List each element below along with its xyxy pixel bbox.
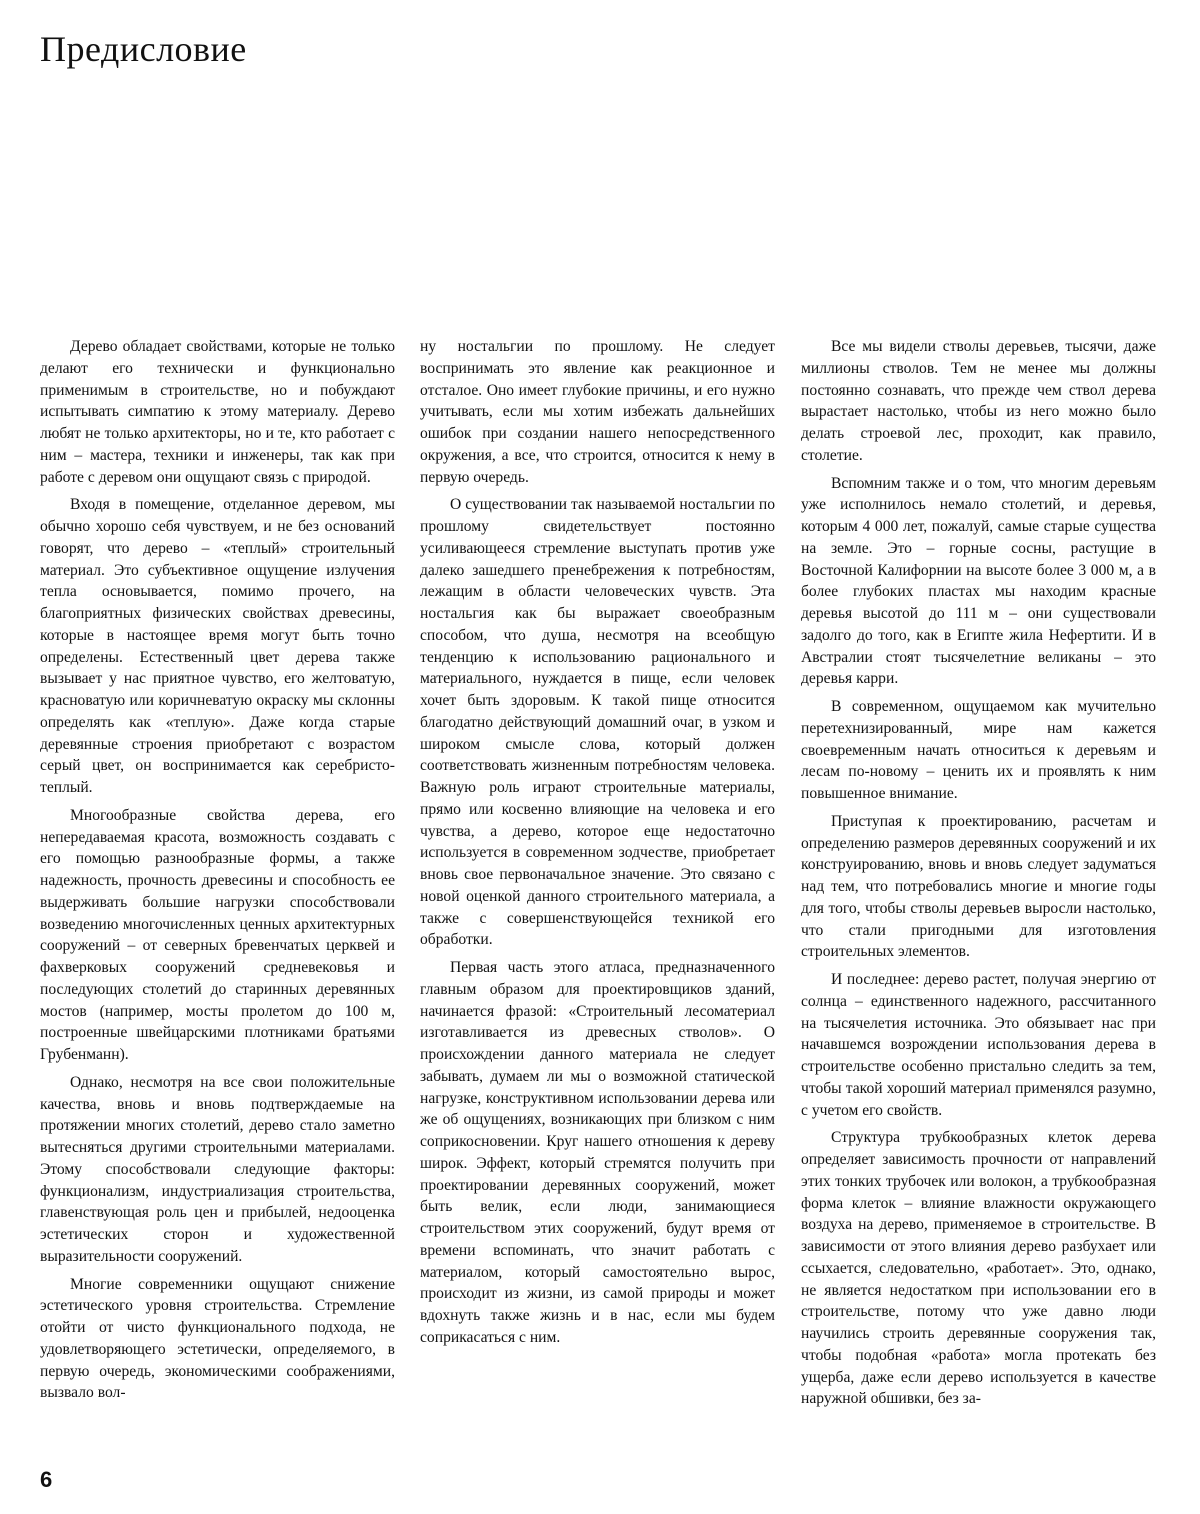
paragraph: Приступая к проектированию, расчетам и определению размеров деревянных сооружений и их конструированию, вновь и вновь следует задуматься над тем, что потребовались многие и многие годы для того, чтобы стволы деревьев выросли настолько, что стали пригодными для изготовления строительных элементов. bbox=[801, 812, 1156, 961]
text-column-3 bbox=[801, 336, 1156, 1410]
paragraph: Все мы видели стволы деревьев, тысячи, даже миллионы стволов. Тем не менее мы должны постоянно сознавать, что прежде чем ствол дерева вырастает настолько, чтобы из него можно было делать строевой лес, проходит, как правило, столетие. bbox=[801, 338, 1156, 464]
page-number: 6 bbox=[40, 1467, 53, 1492]
paragraph: Структура трубкообразных клеток дерева определяет зависимость прочности от направлений этих тонких трубочек или волокон, а трубкообразная форма клеток – влияние влажности окружающего воздуха на дерево, применяемое в строительстве. В зависимости от этого влияния дерево разбухает или ссыхается, следовательно, «работает». Это, однако, не является недостатком при использовании его в строительстве, потому что уже давно люди научились строить деревянные сооружения так, чтобы подобная «работа» могла протекать без ущерба, даже если дерево используется в качестве наружной обшивки, без за- bbox=[801, 1129, 1156, 1408]
paragraph: Многообразные свойства дерева, его непередаваемая красота, возможность создавать с его помощью разнообразные формы, а также надежность, прочность древесины и способность ее выдерживать большие нагрузки способствовали возведению многочисленных ценных архитектурных сооружений – от северных бревенчатых церквей и фахверковых сооружений средневековья и последующих столетий до старинных деревянных мостов (например, мосты пролетом до 100 м, построенные швейцарскими плотниками братьями Грубенманн). bbox=[40, 806, 395, 1063]
paragraph: О существовании так называемой ностальгии по прошлому свидетельствует постоянно усиливающееся стремление выступать против уже далеко зашедшего пренебрежения к потребностям, лежащим в области человеческих чувств. Эта ностальгия как бы выражает своеобразным способом, что душа, несмотря на всеобщую тенденцию к использованию рационального и материального, нуждается в пище, если человек хочет быть здоровым. К такой пище относится благодатно действующий домашний очаг, в узком и широком смысле слова, который должен соответствовать жизненным потребностям человека. Важную роль играют строительные материалы, прямо или косвенно влияющие на человека и его чувства, а дерево, которое еще недостаточно используется в современном зодчестве, приобретает вновь свое первоначальное значение. Это связано с новой оценкой данного строительного материала, а также с совершенствующейся техникой его обработки. bbox=[420, 496, 775, 949]
text-column-2 bbox=[420, 336, 775, 1349]
paragraph: Первая часть этого атласа, предназначенного главным образом для проектировщиков зданий, начинается фразой: «Строительный лесоматериал изготавливается из древесных стволов». О происхождении данного материала не следует забывать, думаем ли мы о возможной статической нагрузке, конструктивном использовании дерева или же об ощущениях, возникающих при близком с ним соприкосновении. Круг нашего отношения к дереву широк. Эффект, который стремятся получить при проектировании деревянных сооружений, может быть велик, если люди, занимающиеся строительством этих сооружений, будут время от времени вспоминать, что значит работать с материалом, который самостоятельно вырос, происходит из жизни, из самой природы и может вдохнуть также жизнь и в нас, если мы будем соприкасаться с ним. bbox=[420, 959, 775, 1346]
paragraph: И последнее: дерево растет, получая энергию от солнца – единственного надежного, рассчитанного на тысячелетия источника. Это обязывает нас при начавшемся возрождении использования дерева в строительстве особенно пристально следить за тем, чтобы такой хороший материал применялся разумно, с учетом его свойств. bbox=[801, 971, 1156, 1119]
paragraph: Однако, несмотря на все свои положительные качества, вновь и вновь подтверждаемые на протяжении многих столетий, дерево стало заметно вытесняться другими строительными материалами. Этому способствовали следующие факторы: функционализм, индустриализация строительства, главенствующая роль цен и прибылей, недооценка эстетических сторон и художественной выразительности сооружений. bbox=[40, 1073, 395, 1265]
paragraph: Входя в помещение, отделанное деревом, мы обычно хорошо себя чувствуем, и не без оснований говорят, что дерево – «теплый» строительный материал. Это субъективное ощущение излучения тепла основывается, помимо прочего, на благоприятных физических свойствах древесины, которые в настоящее время могут быть точно определены. Естественный цвет дерева также вызывает у нас приятное чувство, его желтоватую, красноватую или коричневатую окраску мы склонны определять как «теплую». Даже когда старые деревянные строения приобретают с возрастом серый цвет, он воспринимается как серебристо-теплый. bbox=[40, 496, 395, 796]
paragraph: Дерево обладает свойствами, которые не только делают его технически и функционально применимым в строительстве, но и побуждают испытывать симпатию к этому материалу. Дерево любят не только архитекторы, но и те, кто работает с ним – мастера, техники и инженеры, так как при работе с деревом они ощущают связь с природой. bbox=[40, 338, 395, 486]
paragraph: Многие современники ощущают снижение эстетического уровня строительства. Стремление отойти от чисто функционального подхода, не удовлетворяющего эстетически, определяемого, в первую очередь, экономическими соображениями, вызвало вол- bbox=[40, 1275, 395, 1402]
paragraph: ну ностальгии по прошлому. Не следует воспринимать это явление как реакционное и отсталое. Оно имеет глубокие причины, и его нужно учитывать, если мы хотим избежать дальнейших ошибок при создании нашего непосредственного окружения, а все, что строится, относится к нему в первую очередь. bbox=[420, 338, 775, 486]
paragraph: В современном, ощущаемом как мучительно перетехнизированный, мире нам кажется своевременным начать относиться к деревьям и лесам по-новому – ценить их и проявлять к ним повышенное внимание. bbox=[801, 698, 1156, 802]
text-column-1 bbox=[40, 336, 395, 1404]
paragraph: Вспомним также и о том, что многим деревьям уже исполнилось немало столетий, и деревья, которым 4 000 лет, пожалуй, самые старые существа на земле. Это – горные сосны, растущие в Восточной Калифорнии на высоте более 3 000 м, а в более глубоких пластах мы находим красные деревья высотой до 111 м – они существовали задолго до того, как в Египте жила Нефертити. И в Австралии стоят тысячелетние великаны – это деревья карри. bbox=[801, 474, 1156, 688]
page-title: Предисловие bbox=[40, 29, 247, 69]
